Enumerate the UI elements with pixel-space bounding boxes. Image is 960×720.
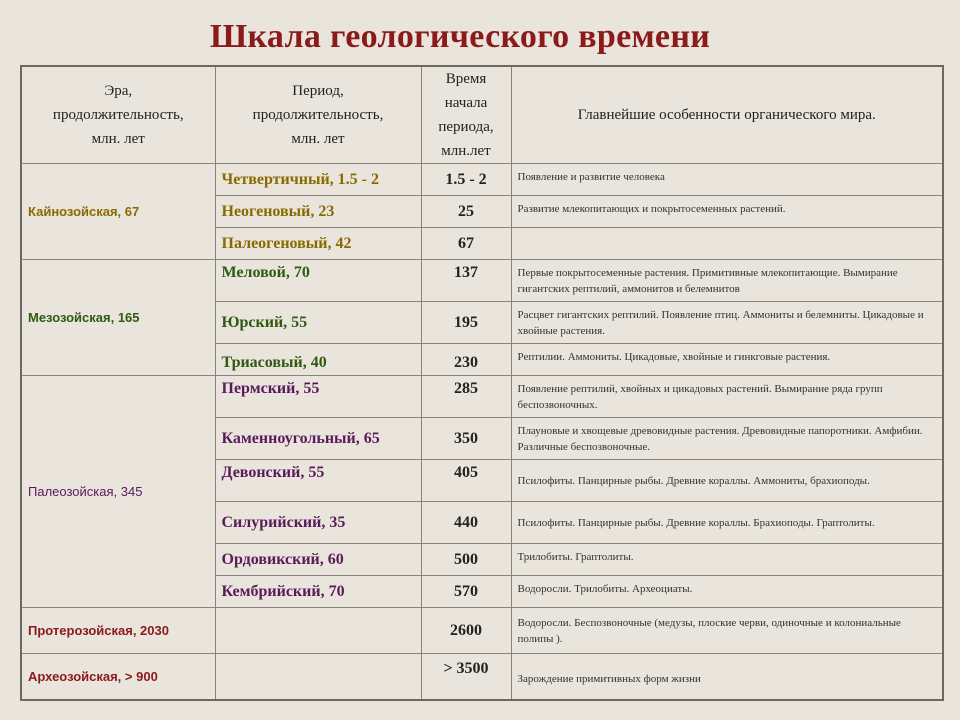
time-cell: 195 <box>421 302 511 344</box>
features-cell: Рептилии. Аммониты. Цикадовые, хвойные и гинкговые растения. <box>511 344 943 376</box>
header-period-line: Период, <box>292 83 344 99</box>
period-cell: Юрский, 55 <box>215 302 421 344</box>
features-cell: Водоросли. Беспозвоночные (медузы, плоские черви, одиночные и колониальные полипы ). <box>511 608 943 654</box>
header-time <box>421 66 511 164</box>
time-cell: > 3500 <box>421 654 511 700</box>
time-cell: 570 <box>421 576 511 608</box>
features-cell: Псилофиты. Панцирные рыбы. Древние кораллы. Брахиоподы. Граптолиты. <box>511 502 943 544</box>
time-cell: 285 <box>421 376 511 418</box>
features-cell <box>511 228 943 260</box>
era-cenozoic: Кайнозойская, 67 <box>21 164 215 260</box>
period-cell: Ордовикский, 60 <box>215 544 421 576</box>
period-cell: Меловой, 70 <box>215 260 421 302</box>
period-cell <box>215 608 421 654</box>
period-cell: Кембрийский, 70 <box>215 576 421 608</box>
features-cell: Зарождение примитивных форм жизни <box>511 654 943 700</box>
time-cell: 350 <box>421 418 511 460</box>
header-time-line: Время <box>445 71 487 87</box>
era-archean: Археозойская, > 900 <box>21 654 215 700</box>
header-period <box>215 66 421 164</box>
features-cell: Расцвет гигантских рептилий. Появление птиц. Аммониты и белемниты. Цикадовые и хвойные растения. <box>511 302 943 344</box>
period-cell <box>215 654 421 700</box>
era-proterozoic: Протерозойская, 2030 <box>21 608 215 654</box>
features-cell: Псилофиты. Панцирные рыбы. Древние кораллы. Аммониты, брахиоподы. <box>511 460 943 502</box>
header-era <box>21 66 215 164</box>
time-cell: 500 <box>421 544 511 576</box>
time-cell: 440 <box>421 502 511 544</box>
time-cell: 25 <box>421 196 511 228</box>
time-cell: 1.5 - 2 <box>421 164 511 196</box>
time-cell: 230 <box>421 344 511 376</box>
features-cell: Появление рептилий, хвойных и цикадовых растений. Вымирание ряда групп беспозвоночных. <box>511 376 943 418</box>
features-cell: Плауновые и хвощевые древовидные растения. Древовидные папоротники. Амфибии. Различные беспозвоночные. <box>511 418 943 460</box>
header-era-line: продолжительность, <box>52 107 184 123</box>
page-title: Шкала геологического времени <box>209 18 711 55</box>
header-time-line: периода, <box>438 119 494 135</box>
period-cell: Палеогеновый, 42 <box>215 228 421 260</box>
table-row <box>21 654 943 700</box>
header-features: Главнейшие особенности органического мира. <box>511 66 943 164</box>
period-cell: Каменноугольный, 65 <box>215 418 421 460</box>
period-cell: Четвертичный, 1.5 - 2 <box>215 164 421 196</box>
table-row <box>21 260 943 302</box>
header-era-line: млн. лет <box>91 131 145 147</box>
table-row <box>21 608 943 654</box>
time-cell: 137 <box>421 260 511 302</box>
period-cell: Неогеновый, 23 <box>215 196 421 228</box>
header-era-line: Эра, <box>104 83 133 99</box>
period-cell: Девонский, 55 <box>215 460 421 502</box>
time-cell: 67 <box>421 228 511 260</box>
period-cell: Силурийский, 35 <box>215 502 421 544</box>
header-row <box>21 66 943 164</box>
features-cell: Появление и развитие человека <box>511 164 943 196</box>
features-cell: Трилобиты. Граптолиты. <box>511 544 943 576</box>
header-period-line: продолжительность, <box>252 107 384 123</box>
geologic-time-table <box>20 65 944 701</box>
features-cell: Развитие млекопитающих и покрытосеменных растений. <box>511 196 943 228</box>
period-cell: Триасовый, 40 <box>215 344 421 376</box>
period-cell: Пермский, 55 <box>215 376 421 418</box>
time-cell: 405 <box>421 460 511 502</box>
era-mesozoic: Мезозойская, 165 <box>21 260 215 376</box>
era-paleozoic: Палеозойская, 345 <box>21 376 215 608</box>
features-cell: Водоросли. Трилобиты. Археоциаты. <box>511 576 943 608</box>
header-period-line: млн. лет <box>291 131 345 147</box>
table-row <box>21 376 943 418</box>
header-time-line: млн.лет <box>441 143 491 159</box>
time-cell: 2600 <box>421 608 511 654</box>
header-time-line: начала <box>444 95 488 111</box>
table-row <box>21 164 943 196</box>
features-cell: Первые покрытосеменные растения. Примитивные млекопитающие. Вымирание гигантских рептилий, аммонитов и белемнитов <box>511 260 943 302</box>
